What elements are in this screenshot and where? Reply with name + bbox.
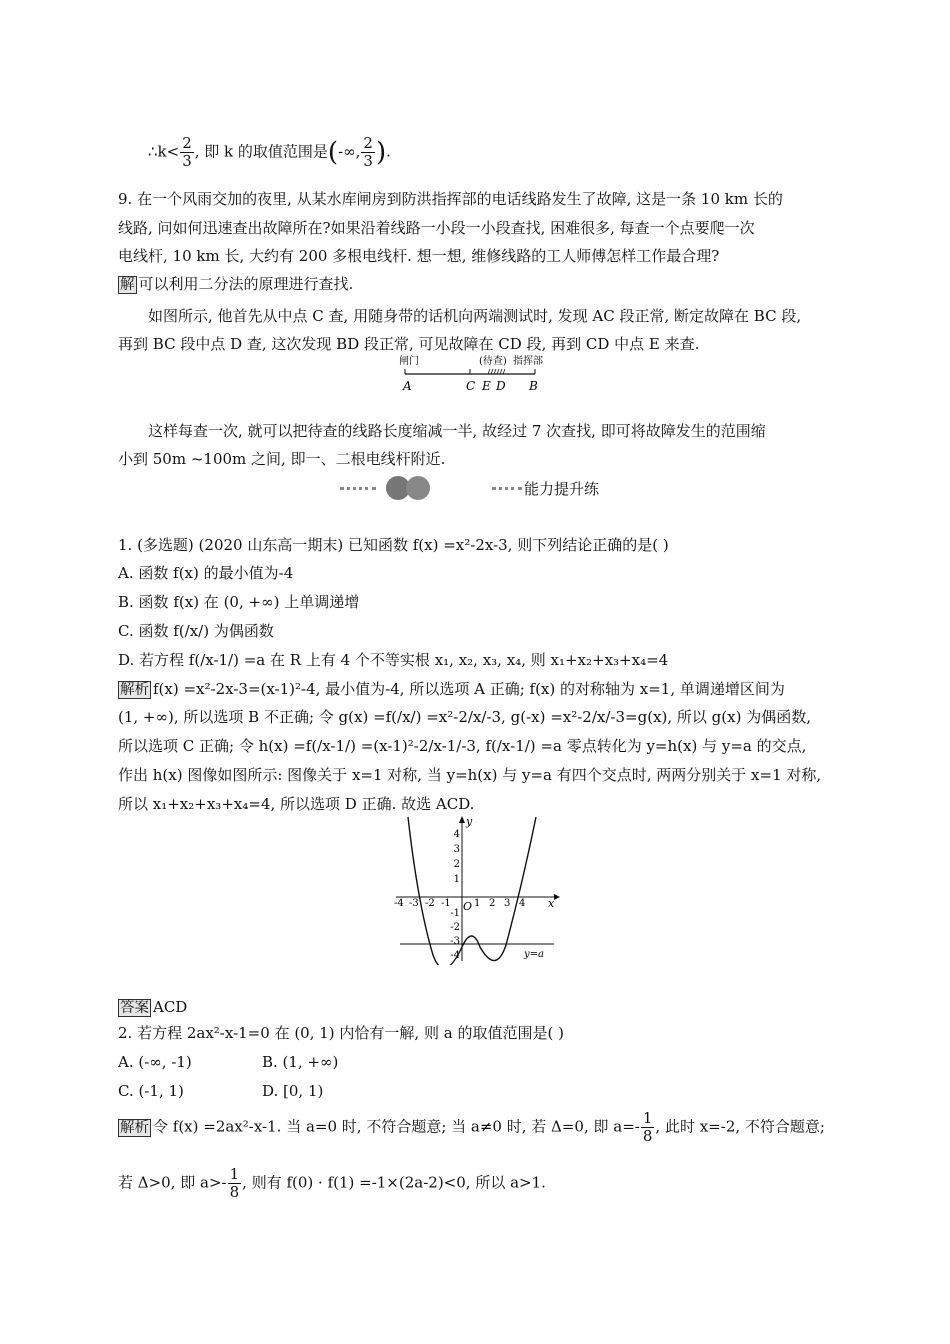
label-gate: 闸门 — [399, 356, 419, 367]
y-tick: 2 — [453, 859, 460, 870]
point-b: B — [529, 379, 538, 393]
x-tick: 3 — [504, 898, 511, 909]
q2-option-c: C. (-1, 1) — [118, 1082, 184, 1100]
q2-option-d: D. [0, 1) — [262, 1082, 324, 1100]
point-c: C — [466, 379, 476, 393]
answer-tag: 答案 — [120, 1000, 149, 1016]
x-tick: -4 — [394, 898, 404, 909]
y-tick: -4 — [450, 950, 460, 961]
x-tick: -3 — [409, 898, 419, 909]
y-axis-label: y — [466, 815, 473, 828]
q1-analysis-4: 作出 h(x) 图像如图所示: 图像关于 x=1 对称, 当 y=h(x) 与 y=a 有四个交点时, 两两分别关于 x=1 对称, — [118, 766, 822, 784]
hatch-marks — [488, 369, 505, 374]
analysis-tag: 解析 — [120, 682, 149, 698]
y-tick: 3 — [453, 844, 460, 855]
fraction — [641, 1110, 655, 1145]
frac-num: 1 — [642, 1109, 653, 1127]
point-a: A — [403, 379, 412, 393]
q1-analysis-1 — [118, 678, 785, 701]
answer-text: ACD — [153, 998, 188, 1016]
frac-den: 8 — [229, 1183, 240, 1201]
q9-para-1b: 再到 BC 段中点 D 查, 这次发现 BD 段正常, 可见故障在 CD 段, 再到 CD 中点 E 来查. — [118, 335, 700, 353]
paren-close: ) — [375, 137, 387, 168]
interval-left: -∞, — [338, 142, 361, 161]
conclusion-mid: , 即 k 的取值范围是 — [194, 142, 328, 161]
analysis-text: 令 f(x) =2ax²-x-1. 当 a=0 时, 不符合题意; 当 a≠0 时, 若 Δ=0, 即 a=- — [153, 1117, 640, 1136]
q1-analysis-3: 所以选项 C 正确; 令 h(x) =f(/x-1/) =(x-1)²-2/x-1/-3, f(/x-1/) =a 零点转化为 y=h(x) 与 y=a 的交点, — [118, 737, 807, 755]
fraction — [180, 135, 194, 170]
fault-line-diagram — [395, 352, 565, 396]
x-tick: -2 — [425, 898, 435, 909]
circle-icon — [406, 476, 430, 500]
label-pending: (待查) — [479, 356, 507, 367]
conclusion-prefix: ∴k< — [148, 142, 180, 161]
q2-option-b: B. (1, +∞) — [262, 1053, 339, 1071]
x-tick: 4 — [519, 898, 526, 909]
point-e: E — [482, 379, 491, 393]
y-tick: -3 — [450, 936, 460, 947]
q1-analysis-5: 所以 x₁+x₂+x₃+x₄=4, 所以选项 D 正确. 故选 ACD. — [118, 795, 475, 813]
x-tick: 2 — [489, 898, 496, 909]
solution-text: 可以利用二分法的原理进行查找. — [138, 275, 354, 293]
analysis-text: f(x) =x²-2x-3=(x-1)²-4, 最小值为-4, 所以选项 A 正确; f(x) 的对称轴为 x=1, 单调递增区间为 — [153, 680, 785, 698]
analysis-tag: 解析 — [120, 1119, 149, 1136]
frac-num: 2 — [363, 134, 373, 152]
q9-line-1: 9. 在一个风雨交加的夜里, 从某水库闸房到防洪指挥部的电话线路发生了故障, 这是一条 10 km 长的 — [118, 190, 783, 208]
frac-den: 3 — [182, 152, 192, 170]
q1-answer — [118, 996, 187, 1019]
q1-option-d: D. 若方程 f(/x-1/) =a 在 R 上有 4 个不等实根 x₁, x₂, x₃, x₄, 则 x₁+x₂+x₃+x₄=4 — [118, 651, 669, 669]
analysis-text: , 此时 x=-2, 不符合题意; — [655, 1117, 825, 1136]
origin-label: O — [463, 900, 473, 913]
q1-option-c: C. 函数 f(/x/) 为偶函数 — [118, 622, 274, 640]
x-tick: -1 — [441, 898, 451, 909]
q9-para-2b: 小到 50m ~100m 之间, 即一、二根电线杆附近. — [118, 450, 446, 468]
frac-num: 1 — [229, 1165, 240, 1183]
q2-stem: 2. 若方程 2ax²-x-1=0 在 (0, 1) 内恰有一解, 则 a 的取值范围是( ) — [118, 1024, 564, 1042]
y-tick: -2 — [450, 922, 460, 933]
dots-right — [492, 487, 522, 490]
y-tick-labels — [450, 829, 460, 961]
label-hq: 指挥部 — [513, 356, 543, 367]
frac-num: 2 — [182, 134, 192, 152]
solution-tag: 解 — [120, 277, 135, 293]
q9-line-2: 线路, 问如何迅速查出故障所在?如果沿着线路一小段一小段查找, 困难很多, 每查一个点要爬一次 — [118, 219, 755, 237]
q9-para-2a: 这样每查一次, 就可以把待查的线路长度缩减一半, 故经过 7 次查找, 即可将故障发生的范围缩 — [148, 422, 766, 440]
y-arrow — [459, 816, 465, 823]
frac-den: 8 — [642, 1127, 653, 1145]
analysis-text: 若 Δ>0, 即 a>- — [118, 1173, 227, 1192]
q2-analysis-1 — [118, 1110, 825, 1145]
line-label: y=a — [524, 949, 544, 960]
q9-line-3: 电线杆, 10 km 长, 大约有 200 多根电线杆. 想一想, 维修线路的工人师傅怎样工作最合理? — [118, 247, 720, 265]
y-tick: 1 — [453, 874, 460, 885]
q1-analysis-2: (1, +∞), 所以选项 B 不正确; 令 g(x) =f(/x/) =x²-2/x/-3, g(-x) =x²-2/x/-3=g(x), 所以 g(x) 为偶函数, — [118, 708, 811, 726]
q1-stem: 1. (多选题) (2020 山东高一期末) 已知函数 f(x) =x²-2x-3, 则下列结论正确的是( ) — [118, 536, 669, 554]
q9-solution — [118, 273, 353, 296]
curve-h — [408, 817, 536, 965]
section-title: 能力提升练 — [524, 480, 600, 498]
q1-option-a: A. 函数 f(x) 的最小值为-4 — [118, 564, 294, 582]
frac-den: 3 — [363, 152, 373, 170]
point-d: D — [496, 379, 506, 393]
dots-left — [340, 487, 376, 490]
function-graph — [388, 815, 563, 965]
fraction — [228, 1166, 242, 1201]
section-header — [340, 474, 640, 506]
y-tick: -1 — [450, 908, 460, 919]
analysis-text: , 则有 f(0) · f(1) =-1×(2a-2)<0, 所以 a>1. — [242, 1173, 546, 1192]
conclusion-end: . — [386, 142, 391, 161]
fraction — [361, 135, 375, 170]
x-tick: 1 — [474, 898, 481, 909]
q2-option-a: A. (-∞, -1) — [118, 1053, 192, 1071]
x-arrow — [554, 894, 560, 900]
x-axis-label: x — [548, 897, 555, 910]
y-tick: 4 — [453, 829, 460, 840]
q1-option-b: B. 函数 f(x) 在 (0, +∞) 上单调递增 — [118, 593, 360, 611]
paren-open: ( — [327, 137, 339, 168]
q2-analysis-2 — [118, 1166, 546, 1201]
conclusion-line — [148, 135, 391, 170]
q9-para-1a: 如图所示, 他首先从中点 C 查, 用随身带的话机向两端测试时, 发现 AC 段正常, 断定故障在 BC 段, — [148, 307, 802, 325]
